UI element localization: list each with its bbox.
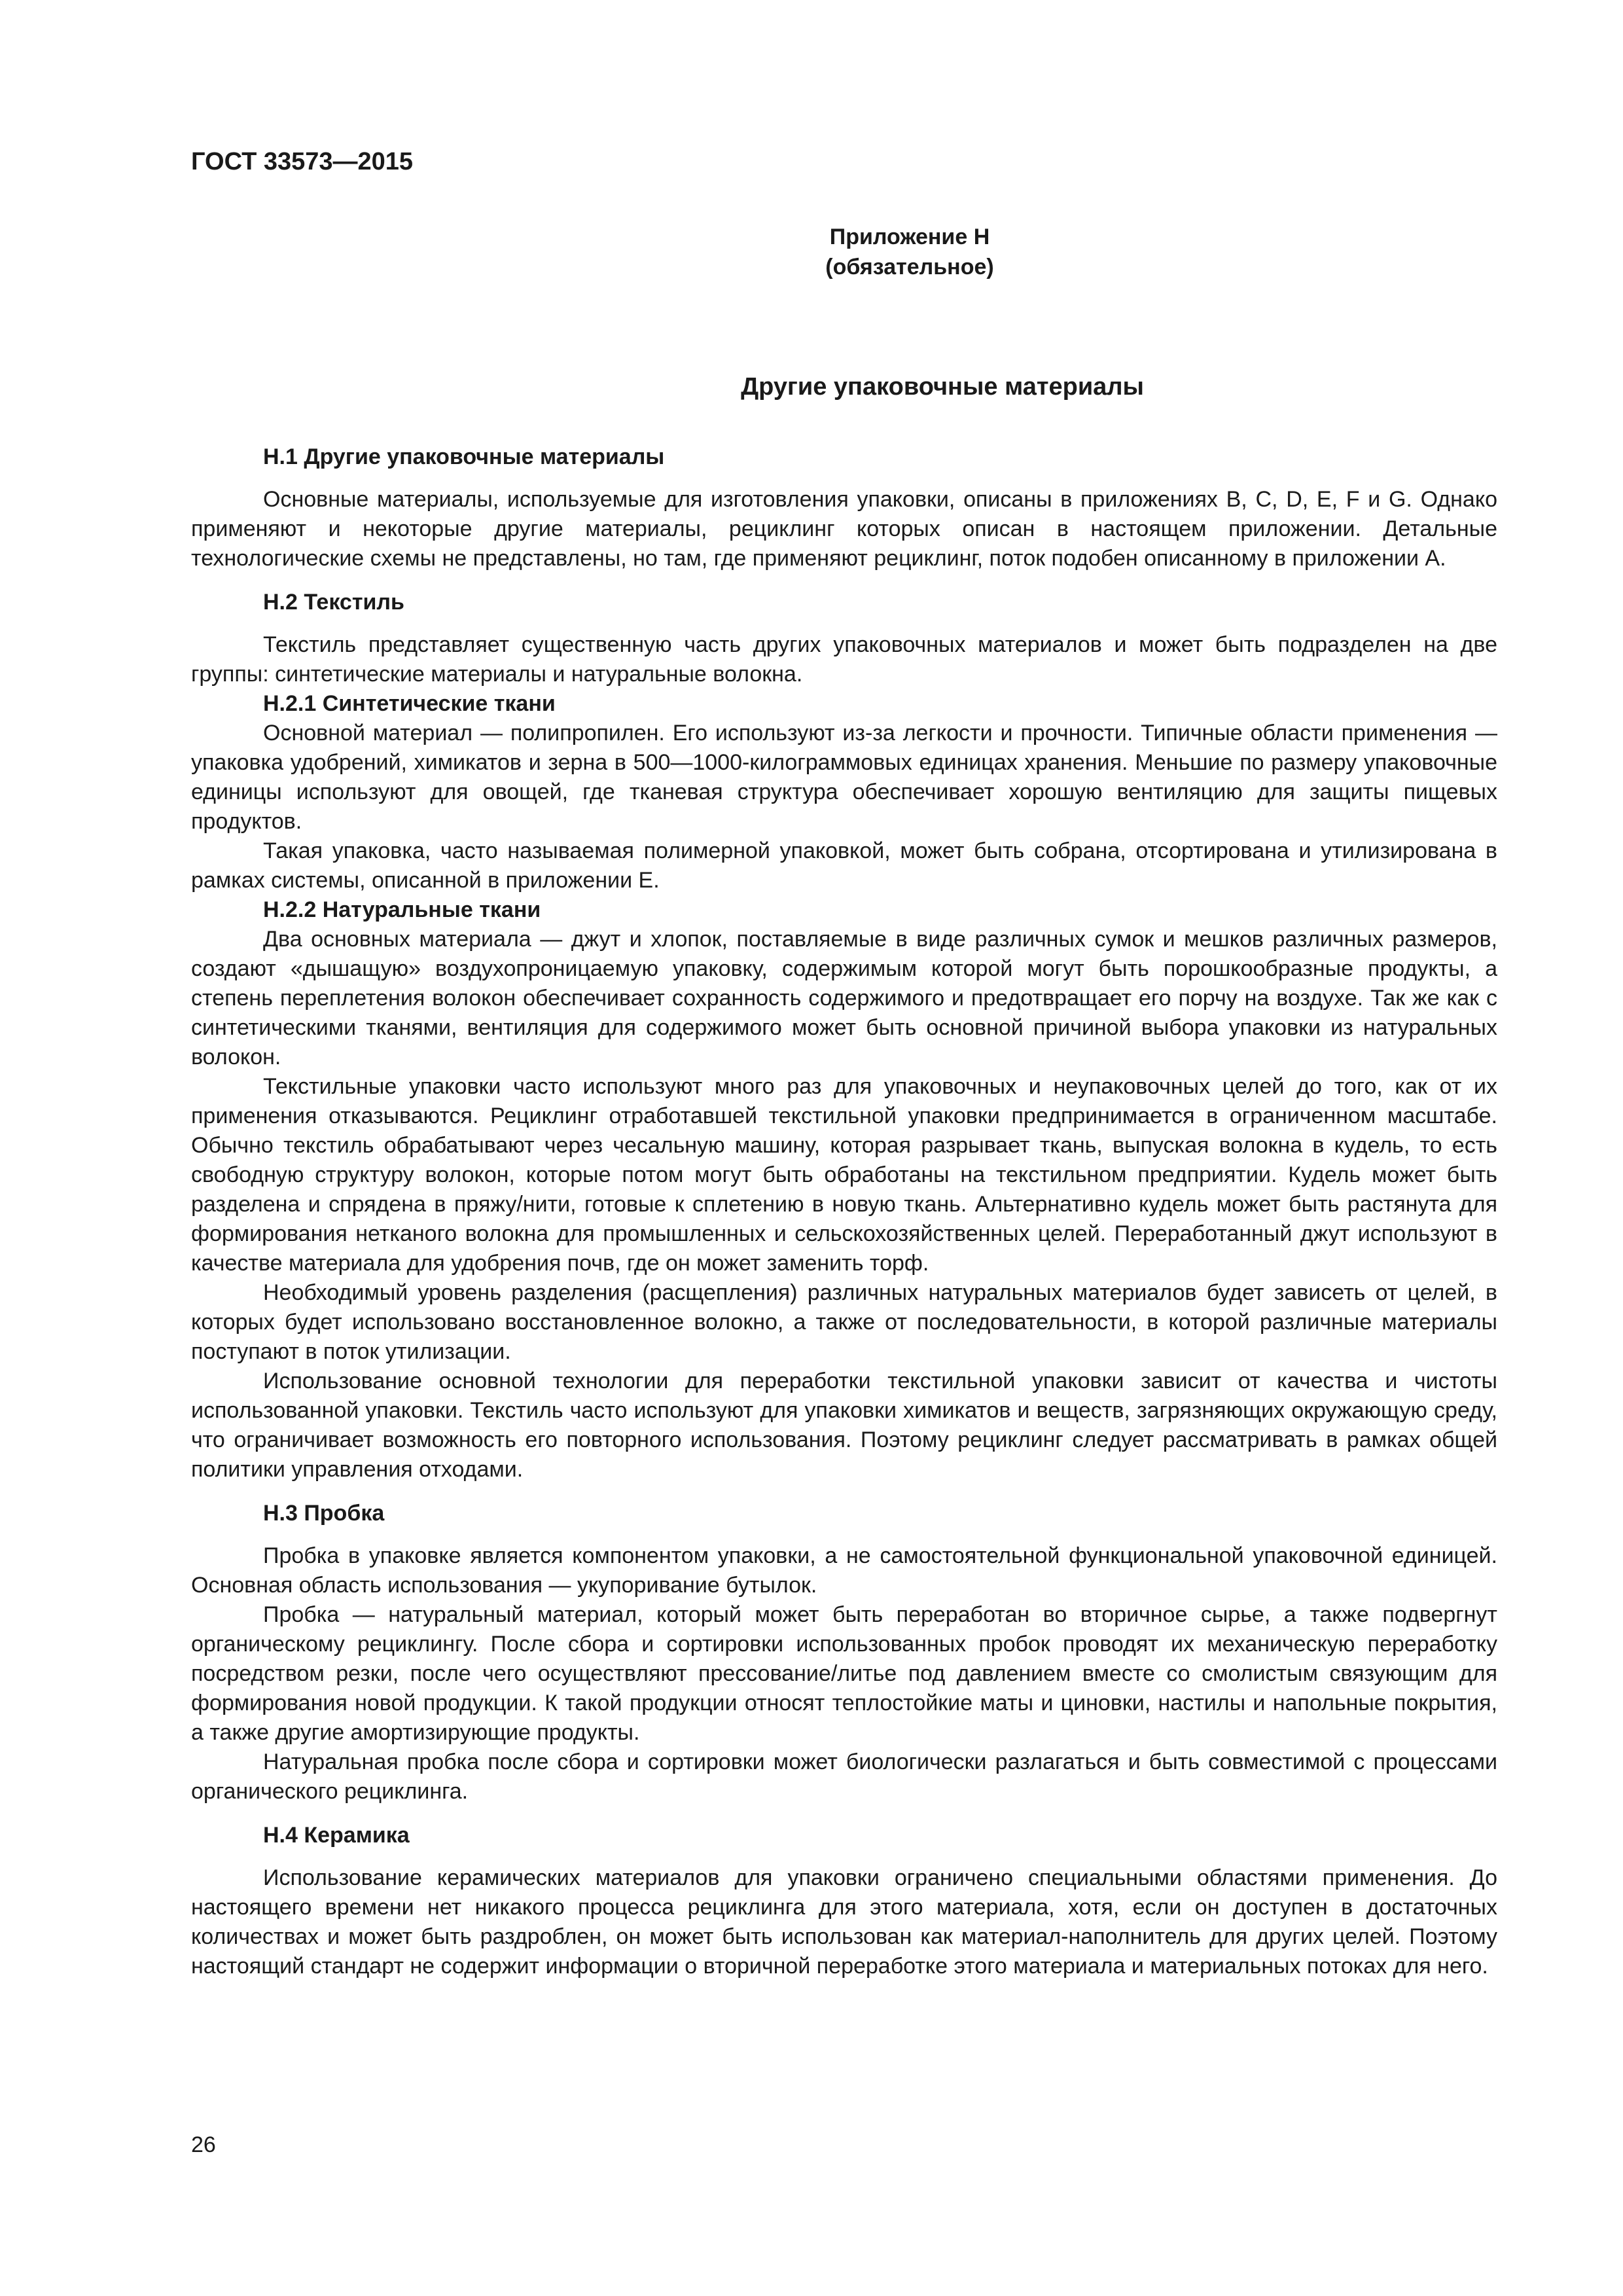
paragraph: Такая упаковка, часто называемая полимерной упаковкой, может быть собрана, отсортирована и утилизирована в рамках системы, описанной в приложении Е.	[191, 838, 1497, 893]
paragraph: Пробка в упаковке является компонентом упаковки, а не самостоятельной функциональной упаковочной единицей. Основная область использования — укупоривание бутылок.	[191, 1543, 1497, 1598]
document-body	[191, 442, 1497, 1981]
appendix-label: Приложение Н	[829, 224, 990, 249]
page-number: 26	[191, 2132, 216, 2157]
section-heading: Н.1 Другие упаковочные материалы	[263, 444, 665, 469]
section-heading: Н.2 Текстиль	[263, 590, 404, 615]
section-heading: Н.3 Пробка	[263, 1501, 385, 1526]
section-heading: Н.4 Керамика	[263, 1823, 410, 1848]
paragraph: Использование керамических материалов для упаковки ограничено специальными областями применения. До настоящего времени нет никакого процесса рециклинга для этого материала, хотя, если он доступен в достаточных количествах и может быть раздроблен, он может быть использован как материал-наполнитель для других целей. Поэтому настоящий стандарт не содержит информации о вторичной переработке этого материала и материальных потоках для него.	[191, 1865, 1497, 1979]
subsection-heading: Н.2.1 Синтетические ткани	[263, 691, 556, 716]
paragraph: Использование основной технологии для переработки текстильной упаковки зависит от качества и чистоты использованной упаковки. Текстиль часто используют для упаковки химикатов и веществ, загрязняющих окружающую среду, что ограничивает возможность его повторного использования. Поэтому рециклинг следует рассматривать в рамках общей политики управления отходами.	[191, 1369, 1497, 1482]
appendix-title: Другие упаковочные материалы	[741, 373, 1144, 401]
appendix-status: (обязательное)	[825, 255, 994, 279]
paragraph: Текстильные упаковки часто используют много раз для упаковочных и неупаковочных целей до того, как от их применения отказываются. Рециклинг отработавшей текстильной упаковки предпринимается в ограниченном масштабе. Обычно текстиль обрабатывают через чесальную машину, которая разрывает ткань, выпуская волокна в кудель, то есть свободную структуру волокон, которые потом могут быть обработаны на текстильном предприятии. Кудель может быть разделена и спрядена в пряжу/нити, готовые к сплетению в новую ткань. Альтернативно кудель может быть растянута для формирования нетканого волокна для промышленных и сельскохозяйственных целей. Переработанный джут используют в качестве материала для удобрения почв, где он может заменить торф.	[191, 1074, 1497, 1276]
paragraph: Основной материал — полипропилен. Его используют из-за легкости и прочности. Типичные области применения — упаковка удобрений, химикатов и зерна в 500—1000-килограммовых единицах хранения. Меньшие по размеру упаковочные единицы используют для овощей, где тканевая структура обеспечивает хорошую вентиляцию для защиты пищевых продуктов.	[191, 721, 1497, 834]
paragraph: Необходимый уровень разделения (расщепления) различных натуральных материалов будет зависеть от целей, в которых будет использовано восстановленное волокно, а также от последовательности, в которой различные материалы поступают в поток утилизации.	[191, 1280, 1497, 1364]
paragraph: Натуральная пробка после сбора и сортировки может биологически разлагаться и быть совместимой с процессами органического рециклинга.	[191, 1749, 1497, 1804]
paragraph: Текстиль представляет существенную часть других упаковочных материалов и может быть подразделен на две группы: синтетические материалы и натуральные волокна.	[191, 632, 1497, 687]
paragraph: Пробка — натуральный материал, который может быть переработан во вторичное сырье, а также подвергнут органическому рециклингу. После сбора и сортировки использованных пробок проводят их механическую переработку посредством резки, после чего осуществляют прессование/литье под давлением вместе со смолистым связующим для формирования новой продукции. К такой продукции относят теплостойкие маты и циновки, настилы и напольные покрытия, а также другие амортизирующие продукты.	[191, 1602, 1497, 1745]
paragraph: Основные материалы, используемые для изготовления упаковки, описаны в приложениях В, С, D, Е, F и G. Однако применяют и некоторые другие материалы, рециклинг которых описан в настоящем приложении. Детальные технологические схемы не представлены, но там, где применяют рециклинг, поток подобен описанному в приложении А.	[191, 487, 1497, 571]
subsection-heading: Н.2.2 Натуральные ткани	[263, 897, 541, 922]
paragraph: Два основных материала — джут и хлопок, поставляемые в виде различных сумок и мешков различных размеров, создают «дышащую» воздухопроницаемую упаковку, содержимым которой могут быть порошкообразные продукты, а степень переплетения волокон обеспечивает сохранность содержимого и предотвращает его порчу на воздухе. Так же как с синтетическими тканями, вентиляция для содержимого может быть основной причиной выбора упаковки из натуральных волокон.	[191, 927, 1497, 1069]
document-code: ГОСТ 33573—2015	[191, 148, 414, 175]
